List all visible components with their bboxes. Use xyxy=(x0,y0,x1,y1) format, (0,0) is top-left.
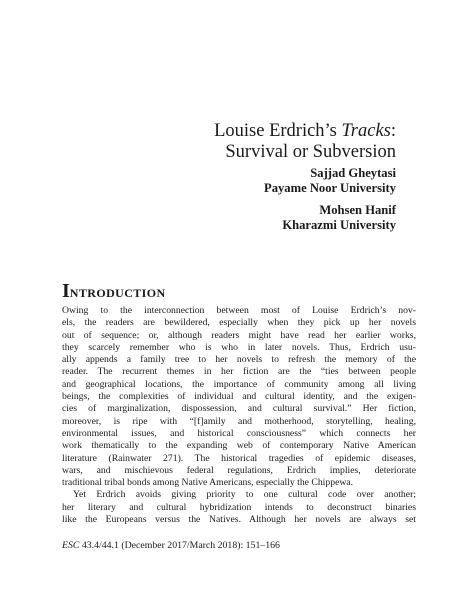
body-line: reader. The recurrent themes in her fiction are the “ties between people xyxy=(62,366,416,378)
section-heading xyxy=(62,280,416,303)
body-line: literature (Rainwater 271). The historical tragedies of epidemic diseases, xyxy=(62,452,416,464)
heading-initial: I xyxy=(62,280,70,302)
body-line: work thematically to the expanding web of contemporary Native American xyxy=(62,440,416,452)
author-block xyxy=(264,166,396,233)
body-line: moreover, is ripe with “[f]amily and motherhood, storytelling, healing, xyxy=(62,415,416,427)
body-line: her literary and cultural hybridization intends to deconstruct binaries xyxy=(62,501,416,513)
body-line: traditional tribal bonds among Native Americans, especially the Chippewa. xyxy=(62,477,354,489)
heading-rest: NTRODUCTION xyxy=(69,286,166,300)
body-line: Owing to the interconnection between most of Louise Erdrich’s nov- xyxy=(62,305,416,316)
body-line: wars, and mischievous federal regulations, Erdrich implies, deteriorate xyxy=(62,464,416,476)
journal-abbreviation: ESC xyxy=(62,540,80,551)
body-line: ally appends a family tree to her novels to refresh the memory of the xyxy=(62,354,416,366)
author-name: Sajjad Gheytasi xyxy=(310,166,396,180)
author-name: Mohsen Hanif xyxy=(319,203,396,217)
title-colon: : xyxy=(390,121,396,141)
body-line: and geographical locations, the importance of community among all living xyxy=(62,378,416,390)
body-line: out of sequence; or, although readers might have read her earlier works, xyxy=(62,329,416,341)
body-line: environmental issues, and historical consciousness” which connects her xyxy=(62,427,416,439)
citation-text: 43.4/44.1 (December 2017/March 2018): 151–166 xyxy=(79,540,280,551)
body-line: like the Europeans versus the Natives. Although her novels are always set xyxy=(62,514,416,526)
body-line: Yet Erdrich avoids giving priority to one cultural code over another; xyxy=(73,489,416,501)
journal-citation xyxy=(62,540,280,551)
body-text xyxy=(62,305,416,526)
title-italic-text: Tracks xyxy=(341,121,391,141)
title-line-1 xyxy=(214,121,396,142)
author-affiliation: Payame Noor University xyxy=(264,181,396,195)
body-line: els, the readers are bewildered, especially when they pick up her novels xyxy=(62,317,416,329)
body-line: they scarcely remember who is who in later novels. Thus, Erdrich usu- xyxy=(62,341,416,353)
title-line-2: Survival or Subversion xyxy=(225,142,396,162)
article-title xyxy=(214,121,396,163)
author-affiliation: Kharazmi University xyxy=(282,218,396,232)
body-line: cies of marginalization, dispossession, and cultural survival.” Her fiction, xyxy=(62,403,416,415)
body-line: beings, the complexities of individual and cultural identity, and the exigen- xyxy=(62,391,416,403)
title-text: Louise Erdrich’s xyxy=(214,121,342,141)
